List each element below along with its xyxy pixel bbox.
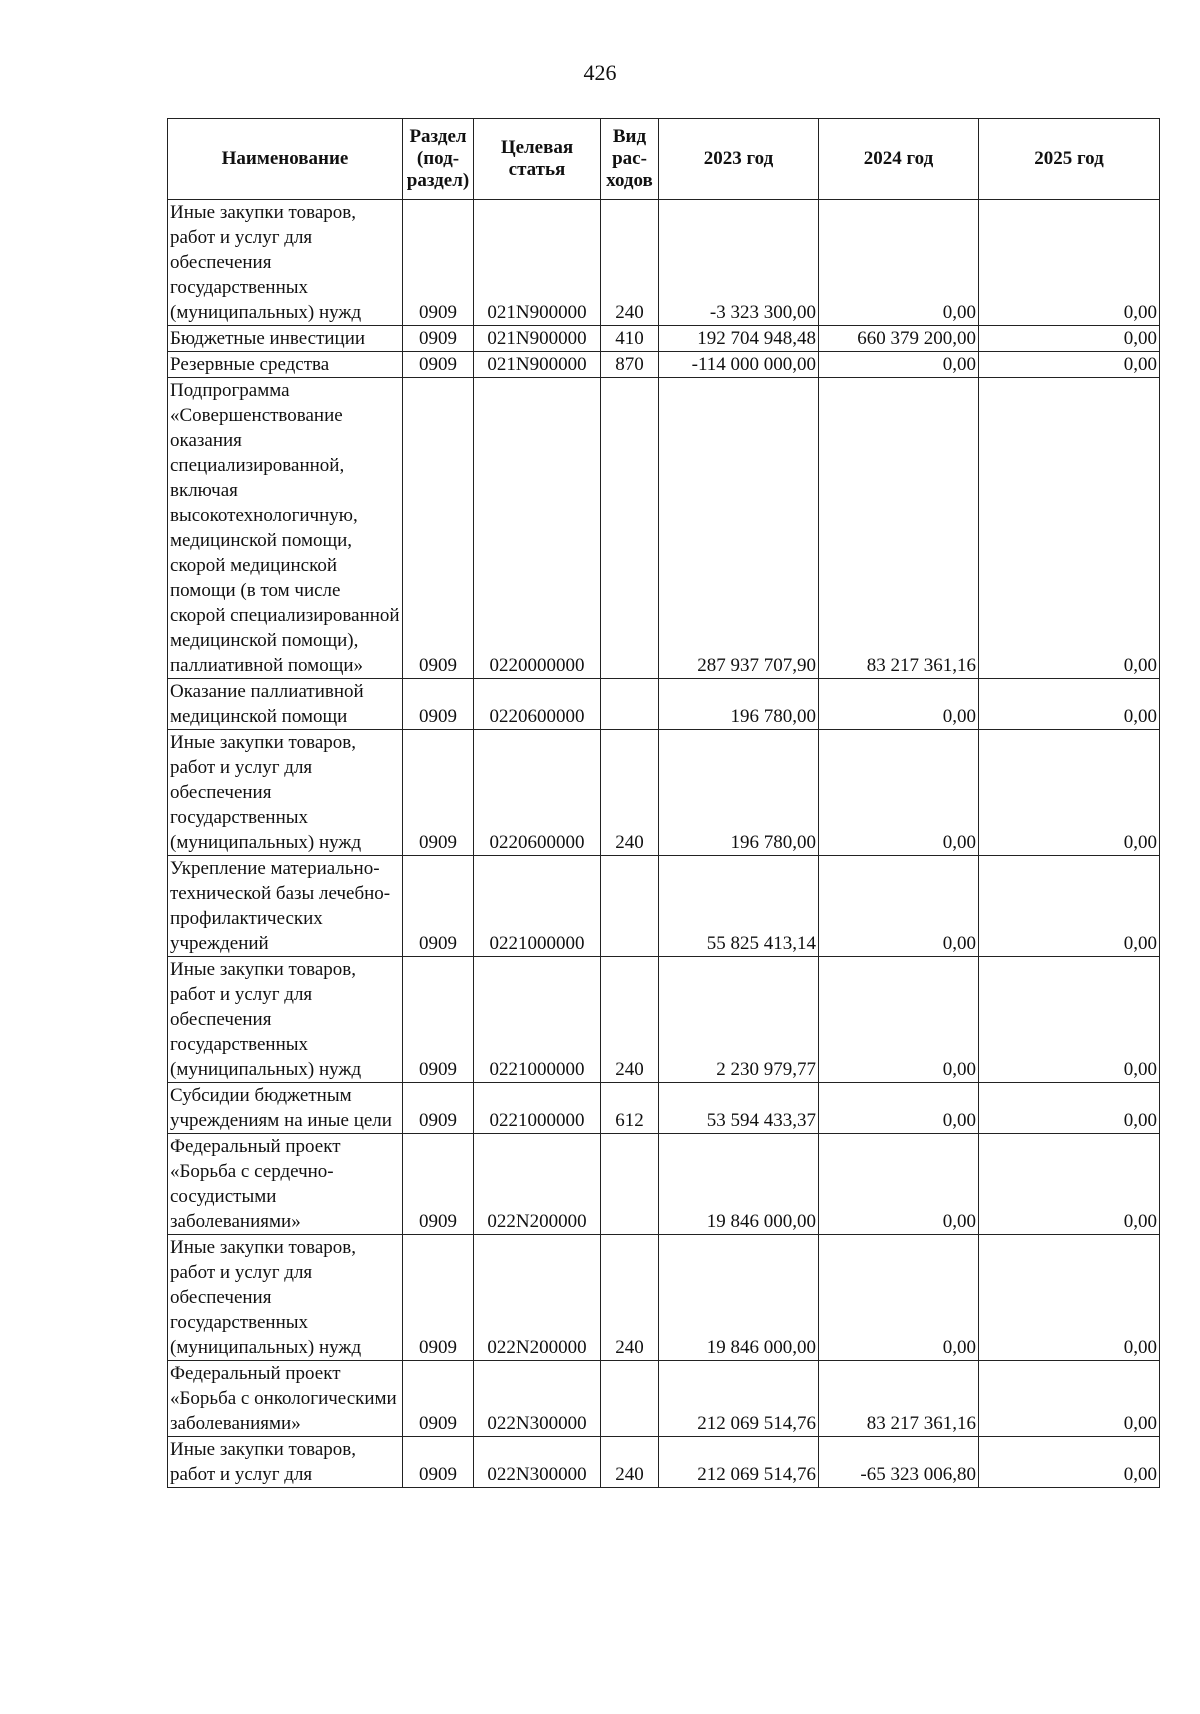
row-2025: 0,00 (979, 679, 1160, 730)
row-name: Укрепление материально-технической базы лечебно-профилактических учреждений (168, 856, 403, 957)
row-section: 0909 (403, 352, 474, 378)
row-2024: 0,00 (819, 1134, 979, 1235)
row-2024: 0,00 (819, 1235, 979, 1361)
row-code: 021N900000 (474, 326, 601, 352)
table-row (168, 200, 1160, 326)
row-name: Субсидии бюджетным учреждениям на иные цели (168, 1083, 403, 1134)
budget-table (167, 118, 1160, 1488)
row-name: Иные закупки товаров, работ и услуг для обеспечения государственных (муниципальных) нужд (168, 1235, 403, 1361)
row-2025: 0,00 (979, 1235, 1160, 1361)
row-2023: -3 323 300,00 (659, 200, 819, 326)
row-type: 410 (601, 326, 659, 352)
row-type: 240 (601, 730, 659, 856)
row-2023: 192 704 948,48 (659, 326, 819, 352)
row-code: 022N300000 (474, 1437, 601, 1488)
row-type (601, 1361, 659, 1437)
row-2023: 196 780,00 (659, 730, 819, 856)
row-2023: 287 937 707,90 (659, 378, 819, 679)
row-type (601, 856, 659, 957)
row-2024: 0,00 (819, 957, 979, 1083)
row-2025: 0,00 (979, 1134, 1160, 1235)
table-row (168, 1437, 1160, 1488)
row-section: 0909 (403, 856, 474, 957)
row-name: Федеральный проект «Борьба с онкологическими заболеваниями» (168, 1361, 403, 1437)
row-section: 0909 (403, 200, 474, 326)
row-code: 022N300000 (474, 1361, 601, 1437)
table-row (168, 1235, 1160, 1361)
row-code: 0220600000 (474, 679, 601, 730)
row-2023: 55 825 413,14 (659, 856, 819, 957)
row-2025: 0,00 (979, 1437, 1160, 1488)
row-code: 0221000000 (474, 1083, 601, 1134)
row-code: 0221000000 (474, 957, 601, 1083)
table-row (168, 378, 1160, 679)
row-2023: -114 000 000,00 (659, 352, 819, 378)
row-2025: 0,00 (979, 326, 1160, 352)
table-header-row (168, 119, 1160, 200)
table-row (168, 730, 1160, 856)
row-name: Иные закупки товаров, работ и услуг для (168, 1437, 403, 1488)
row-section: 0909 (403, 1235, 474, 1361)
table-row (168, 1083, 1160, 1134)
header-2025: 2025 год (979, 119, 1160, 200)
table-row (168, 957, 1160, 1083)
row-name: Подпрограмма «Совершенствование оказания специализированной, включая высокотехнологичную, медицинской помощи, скорой медицинской помощи (в том числе скорой специализированной медицинской помощи), паллиативной помощи» (168, 378, 403, 679)
row-name: Иные закупки товаров, работ и услуг для обеспечения государственных (муниципальных) нужд (168, 200, 403, 326)
row-name: Федеральный проект «Борьба с сердечно-сосудистыми заболеваниями» (168, 1134, 403, 1235)
header-2024: 2024 год (819, 119, 979, 200)
row-2023: 19 846 000,00 (659, 1134, 819, 1235)
row-type: 870 (601, 352, 659, 378)
header-2023: 2023 год (659, 119, 819, 200)
row-2024: 0,00 (819, 856, 979, 957)
table-row (168, 1134, 1160, 1235)
row-name: Иные закупки товаров, работ и услуг для обеспечения государственных (муниципальных) нужд (168, 730, 403, 856)
row-2024: 0,00 (819, 679, 979, 730)
table-row (168, 352, 1160, 378)
row-type (601, 679, 659, 730)
row-2025: 0,00 (979, 378, 1160, 679)
row-2023: 212 069 514,76 (659, 1437, 819, 1488)
row-code: 022N200000 (474, 1134, 601, 1235)
row-2023: 53 594 433,37 (659, 1083, 819, 1134)
row-code: 0220000000 (474, 378, 601, 679)
row-section: 0909 (403, 1134, 474, 1235)
header-section: Раздел (под-раздел) (403, 119, 474, 200)
page-number: 426 (583, 60, 617, 85)
row-section: 0909 (403, 1437, 474, 1488)
header-name: Наименование (168, 119, 403, 200)
row-type: 240 (601, 1235, 659, 1361)
row-2023: 2 230 979,77 (659, 957, 819, 1083)
row-2025: 0,00 (979, 352, 1160, 378)
header-type: Вид рас-ходов (601, 119, 659, 200)
row-2024: 0,00 (819, 352, 979, 378)
row-2025: 0,00 (979, 1361, 1160, 1437)
row-name: Оказание паллиативной медицинской помощи (168, 679, 403, 730)
row-type: 240 (601, 200, 659, 326)
row-name: Иные закупки товаров, работ и услуг для обеспечения государственных (муниципальных) нужд (168, 957, 403, 1083)
row-name: Резервные средства (168, 352, 403, 378)
row-section: 0909 (403, 378, 474, 679)
row-2024: -65 323 006,80 (819, 1437, 979, 1488)
row-code: 0221000000 (474, 856, 601, 957)
row-type: 240 (601, 957, 659, 1083)
row-2025: 0,00 (979, 856, 1160, 957)
row-section: 0909 (403, 957, 474, 1083)
row-2023: 212 069 514,76 (659, 1361, 819, 1437)
row-2023: 19 846 000,00 (659, 1235, 819, 1361)
row-type (601, 378, 659, 679)
table-row (168, 679, 1160, 730)
row-type: 612 (601, 1083, 659, 1134)
row-2024: 0,00 (819, 200, 979, 326)
row-section: 0909 (403, 730, 474, 856)
row-2023: 196 780,00 (659, 679, 819, 730)
row-2025: 0,00 (979, 1083, 1160, 1134)
row-code: 021N900000 (474, 200, 601, 326)
table-row (168, 1361, 1160, 1437)
row-2025: 0,00 (979, 957, 1160, 1083)
row-2025: 0,00 (979, 730, 1160, 856)
header-code: Целевая статья (474, 119, 601, 200)
row-2024: 660 379 200,00 (819, 326, 979, 352)
row-code: 022N200000 (474, 1235, 601, 1361)
row-2025: 0,00 (979, 200, 1160, 326)
row-section: 0909 (403, 679, 474, 730)
row-2024: 0,00 (819, 1083, 979, 1134)
row-2024: 83 217 361,16 (819, 378, 979, 679)
row-2024: 0,00 (819, 730, 979, 856)
row-code: 0220600000 (474, 730, 601, 856)
row-2024: 83 217 361,16 (819, 1361, 979, 1437)
row-type: 240 (601, 1437, 659, 1488)
table-row (168, 856, 1160, 957)
table-row (168, 326, 1160, 352)
row-section: 0909 (403, 1083, 474, 1134)
row-code: 021N900000 (474, 352, 601, 378)
row-name: Бюджетные инвестиции (168, 326, 403, 352)
row-section: 0909 (403, 1361, 474, 1437)
row-section: 0909 (403, 326, 474, 352)
row-type (601, 1134, 659, 1235)
